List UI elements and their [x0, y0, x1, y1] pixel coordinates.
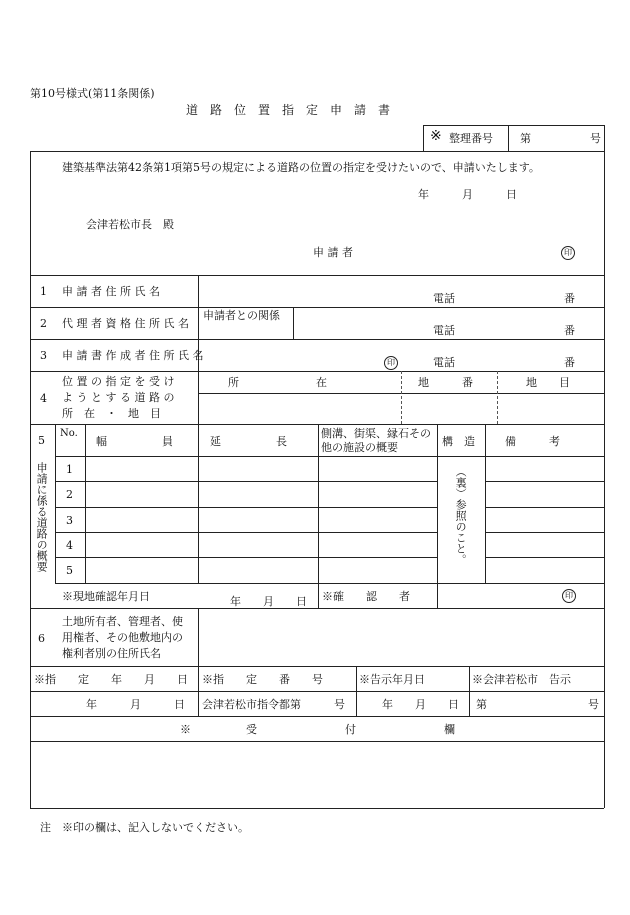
ref-mark: ※	[430, 128, 442, 144]
notice-go: 号	[588, 698, 599, 711]
row1-label: 申 請 者 住 所 氏 名	[62, 285, 160, 298]
footer-note: 注 ※印の欄は、記入しないでください。	[40, 821, 249, 834]
row6-num: 6	[38, 632, 45, 645]
addressee: 会津若松市長 殿	[86, 218, 174, 231]
row2-tel: 電話	[433, 324, 455, 337]
road-side-label: 申請に係る道路の概要	[35, 462, 49, 572]
notice-header: ※会津若松市 告示	[472, 673, 571, 686]
row3-ban: 番	[564, 356, 575, 369]
designation-number-value: 会津若松市指令都第 号	[202, 698, 345, 711]
road-row-no-4: 4	[66, 539, 73, 552]
row6-label-line2: 用権者、その他敷地内の	[62, 631, 183, 644]
row4-col-location: 所 在	[228, 376, 327, 389]
ref-go: 号	[590, 132, 601, 145]
row2-relation-label: 申請者との関係	[203, 309, 280, 322]
row2-ban: 番	[564, 324, 575, 337]
road-header-width: 幅 員	[96, 435, 173, 448]
declaration-text: 建築基準法第42条第1項第5号の規定による道路の位置の指定を受けたいので、申請いたします。	[62, 161, 540, 174]
row2-num: 2	[40, 317, 47, 330]
row1-ban: 番	[564, 292, 575, 305]
checker-seal: 印	[562, 589, 576, 603]
road-header-no: No.	[60, 428, 78, 439]
designation-date-header: ※指 定 年 月 日	[34, 673, 188, 686]
row6-label-line3: 権利者別の住所氏名	[62, 647, 161, 660]
row6-label-line1: 土地所有者、管理者、使	[62, 615, 183, 628]
road-row-no-3: 3	[66, 514, 73, 527]
notice-date-value: 年 月 日	[382, 698, 459, 711]
notice-date-header: ※告示年月日	[359, 673, 425, 686]
applicant-label: 申 請 者	[313, 246, 353, 259]
row4-num: 4	[40, 392, 47, 405]
row2-label: 代 理 者 資 格 住 所 氏 名	[62, 317, 189, 330]
road-row-no-1: 1	[66, 463, 73, 476]
row3-label: 申 請 書 作 成 者 住 所 氏 名	[62, 349, 204, 362]
road-header-length: 延 長	[210, 435, 287, 448]
date-line: 年 月 日	[418, 188, 517, 201]
check-date-label: ※現地確認年月日	[62, 590, 150, 603]
row3-tel: 電話	[433, 356, 455, 369]
checker-label: ※確 認 者	[322, 590, 410, 603]
reception-header: ※ 受 付 欄	[180, 723, 455, 736]
road-header-remarks: 備 考	[505, 435, 560, 448]
designation-number-header: ※指 定 番 号	[202, 673, 323, 686]
row3-seal: 印	[384, 356, 398, 370]
road-row-no-2: 2	[66, 488, 73, 501]
row4-col-number: 地 番	[418, 376, 473, 389]
row4-label-line1: 位 置 の 指 定 を 受 け	[62, 375, 175, 388]
check-date-value: 年 月 日	[230, 595, 307, 608]
road-num: 5	[38, 434, 45, 447]
notice-dai: 第	[476, 698, 487, 711]
form-title: 道 路 位 置 指 定 申 請 書	[186, 103, 391, 117]
row4-label-line3: 所 在 ・ 地 目	[62, 407, 161, 420]
road-row-no-5: 5	[66, 564, 73, 577]
form-code: 第10号様式(第11条関係)	[30, 87, 155, 100]
row4-label-line2: よ う と す る 道 路 の	[62, 391, 175, 404]
row1-tel: 電話	[433, 292, 455, 305]
designation-date-value: 年 月 日	[86, 698, 185, 711]
ref-label: 整理番号	[449, 132, 493, 145]
row4-col-landtype: 地 目	[526, 376, 570, 389]
road-header-facilities: 側溝、街渠、縁石その他の施設の概要	[321, 427, 431, 454]
applicant-seal: 印	[561, 246, 575, 260]
ref-dai: 第	[520, 132, 531, 145]
row1-num: 1	[40, 285, 47, 298]
road-header-structure: 構 造	[442, 435, 475, 448]
road-structure-note: （裏）参照のこと。	[454, 466, 468, 565]
row3-num: 3	[40, 349, 47, 362]
